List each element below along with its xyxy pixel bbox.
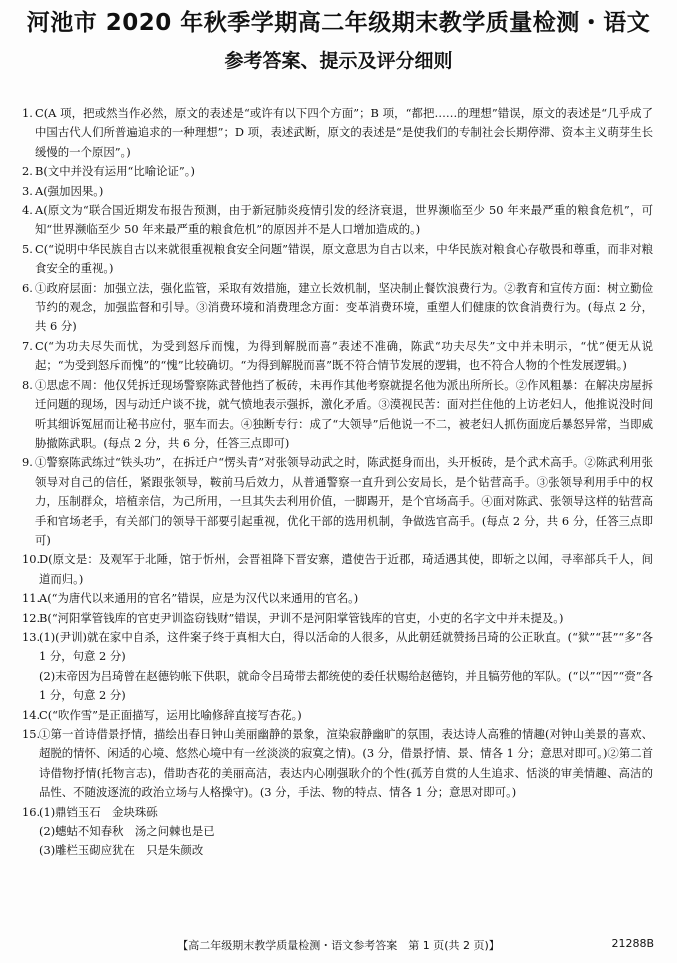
answer-number: 12. bbox=[22, 610, 41, 625]
answer-text: C(“为功夫尽失而忧，为受到怒斥而愧，为得到解脱而喜”表述不准确，陈武“功夫尽失”文中并未明示，“忧”便无从说起；“为受到怒斥而愧”的“愧”比较确切。“为得到解脱而喜”既不符合情节发展的逻辑，也不符合人物的个性发展逻辑。) bbox=[35, 338, 653, 373]
answer-number: 3. bbox=[22, 183, 33, 198]
answer-item bbox=[23, 453, 653, 550]
answer-text: A(强加因果。) bbox=[35, 183, 104, 198]
answer-number: 13. bbox=[22, 629, 41, 644]
footer-code: 21288B bbox=[611, 937, 654, 950]
answer-text: ①思虑不周：他仅凭拆迁现场警察陈武替他挡了板砖，未再作其他考察就提名他为派出所所长。②作风粗暴：在解决房屋拆迁问题的现场，因与动迁户谈不拢，就气愤地表示强拆，激化矛盾。③漠视民苦：面对拦住他的上访老妇人，他推说没时间听其细诉冤屈而让秘书应付，驱车而去。④独断专行：成了“大领导”后他说一不二，被老妇人抓伤面庞后暴怒异常，当即威胁撤陈武职。(每点 2 分，共 6 分，任答三点即可) bbox=[35, 377, 653, 450]
answer-number: 5. bbox=[22, 241, 33, 256]
answer-number: 10. bbox=[22, 552, 41, 567]
answer-item bbox=[23, 803, 653, 861]
answer-text: A(原文为“联合国近期发布报告预测，由于新冠肺炎疫情引发的经济衰退，世界濒临至少 50 年来最严重的粮食危机”，可知“世界濒临至少 50 年来最严重的粮食危机”的原因并不是人口增加造成的。) bbox=[35, 203, 653, 237]
answer-number: 1. bbox=[22, 106, 33, 120]
answer-number: 16. bbox=[22, 804, 41, 819]
answer-item bbox=[23, 589, 653, 608]
answer-text: ①第一首诗借景抒情，描绘出春日钟山美丽幽静的景象，渲染寂静幽旷的氛围，表达诗人高雅的情趣(对钟山美景的喜欢、超脱的情怀、闲适的心境、悠然心境中有一丝淡淡的寂寞之情)。(3 分，借景抒情、景、情各 1 分；意思对即可。)②第二首诗借物抒情(托物言志)，借助杏花的美丽高洁，表达内心刚强耿介的个性(孤芳自赏的人生追求、恬淡的审美情趣、高洁的品性、不随波逐流的政治立场与人格操守)。(3 分，手法、物的特点、情各 1 分；意思对即可。) bbox=[39, 727, 653, 800]
answer-number: 15. bbox=[22, 727, 41, 741]
answer-item bbox=[23, 706, 653, 725]
page-title: 河池市 2020 年秋季学期高二年级期末教学质量检测・语文 bbox=[26, 10, 651, 36]
answer-number: 7. bbox=[22, 338, 33, 353]
answer-text: ①警察陈武练过“铁头功”，在拆迁户“愣头青”对张领导动武之时，陈武挺身而出，头开板砖，是个武术高手。②陈武利用张领导对自己的信任，紧跟张领导，鞍前马后效力，从普通警察一直升到公安局长，是个钻营高手。③张领导利用手中的权力，压制群众，培植亲信，为己所用，一旦其失去利用价值，一脚踢开，是个官场高手。④面对陈武、张领导这样的钻营高手和官场老手，有关部门的领导干部要引起重视，优化干部的选用机制，争做选官高手。(每点 2 分，共 6 分，任答三点即可) bbox=[35, 455, 653, 547]
answer-item bbox=[23, 240, 653, 279]
answer-item bbox=[23, 104, 653, 162]
answer-text: B(“河阳掌管钱库的官吏尹训盗窃钱财”错误，尹训不是河阳掌管钱库的官吏，小吏的名字文中并未提及。) bbox=[39, 610, 564, 625]
answer-text: C(“说明中华民族自古以来就很重视粮食安全问题”错误，原文意思为自古以来，中华民族对粮食心存敬畏和尊重，而非对粮食安全的重视。) bbox=[35, 241, 653, 276]
answer-text: C(“吹作雪”是正面描写，运用比喻修辞直接写杏花。) bbox=[39, 707, 302, 722]
answer-item bbox=[23, 279, 653, 337]
answer-subitem: (2)末帝因为吕琦曾在赵德钧帐下供职，就命令吕琦带去都统使的委任状赐给赵德钧，并且犒劳他的军队。(“以”“因”“赍”各 1 分，句意 2 分) bbox=[39, 668, 653, 703]
answer-subitem: (1)(尹训)就在家中自杀，这件案子终于真相大白，得以活命的人很多，从此朝廷就赞扬吕琦的公正耿直。(“狱”“甚”“多”各 1 分，句意 2 分) bbox=[39, 629, 653, 664]
answer-number: 6. bbox=[22, 280, 33, 295]
answer-number: 4. bbox=[22, 203, 33, 218]
answer-number: 14. bbox=[22, 707, 41, 722]
answer-number: 2. bbox=[22, 164, 33, 179]
answer-item bbox=[23, 725, 653, 803]
answer-item bbox=[23, 609, 653, 628]
answer-list bbox=[23, 104, 653, 861]
answer-number: 11. bbox=[22, 591, 41, 606]
answer-subitem: (1)鼎铛玉石 金块珠砾 bbox=[39, 804, 158, 819]
page-footer bbox=[0, 937, 677, 955]
answer-number: 9. bbox=[22, 455, 33, 470]
answer-item bbox=[23, 628, 653, 706]
answer-text: ①政府层面：加强立法，强化监管，采取有效措施，建立长效机制，坚决制止餐饮浪费行为。②教育和宣传方面：树立勤俭节约的观念，加强监督和引导。③消费环境和消费理念方面：变革消费环境，重塑人们健康的饮食消费行为。(每点 2 分，共 6 分) bbox=[35, 280, 653, 334]
answer-text: B(文中并没有运用“比喻论证”。) bbox=[35, 164, 195, 179]
answer-item bbox=[23, 376, 653, 454]
answer-text: C(A 项，把或然当作必然，原文的表述是“或许有以下四个方面”；B 项，“都把……的理想”错误，原文的表述是“几乎成了中国古代人们所普遍追求的一种理想”；D 项，表述武断，原文的表述是“是使我们的专制社会长期停滞、资本主义萌芽生长缓慢的一个原因”。) bbox=[35, 106, 653, 159]
answer-text: A(“为唐代以来通用的官名”错误，应是为汉代以来通用的官名。) bbox=[39, 591, 359, 606]
answer-item bbox=[23, 550, 653, 589]
footer-page-info: 【高二年级期末教学质量检测・语文参考答案 第 1 页(共 2 页)】 bbox=[177, 939, 500, 952]
answer-item bbox=[23, 201, 653, 240]
answer-text: D(原文是：及观军于北陲，馆于忻州，会晋祖降下晋安寨，遣使告于近郡，琦适遇其使，即斩之以闻，寻率部兵千人，间道而归。) bbox=[39, 552, 653, 586]
page-subtitle: 参考答案、提示及评分细则 bbox=[224, 50, 453, 72]
answer-item bbox=[23, 337, 653, 376]
answer-item bbox=[23, 162, 653, 181]
answer-number: 8. bbox=[22, 377, 33, 392]
answer-subitem: (2)蟪蛄不知春秋 汤之问棘也是已 bbox=[39, 824, 215, 839]
answer-item bbox=[23, 182, 653, 201]
answer-subitem: (3)雕栏玉砌应犹在 只是朱颜改 bbox=[39, 843, 204, 858]
